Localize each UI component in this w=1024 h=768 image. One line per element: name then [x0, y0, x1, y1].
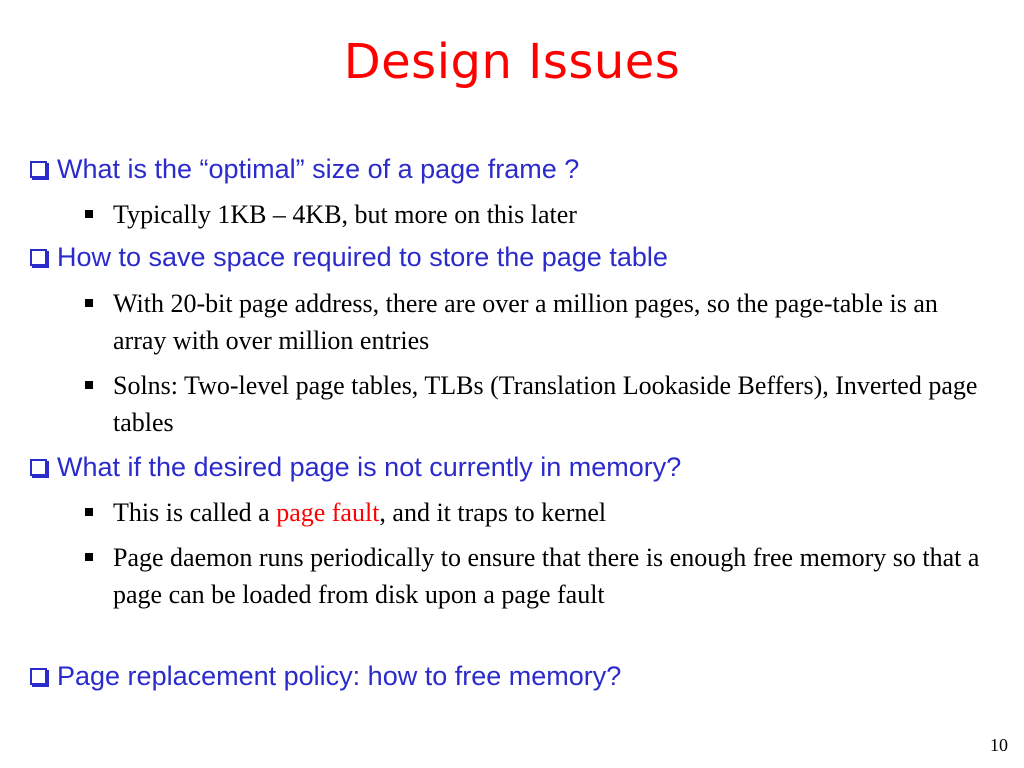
sub-bullet-text-before: This is called a	[113, 498, 277, 527]
square-bullet-icon	[85, 553, 93, 561]
square-bullet-icon	[85, 381, 93, 389]
sub-bullet-text: With 20-bit page address, there are over a million pages, so the page-table is an array with over million entries	[113, 289, 938, 355]
sub-bullet-item	[113, 367, 993, 441]
bullet-item	[30, 450, 681, 484]
sub-bullet-item	[113, 494, 993, 531]
sub-bullet-text: Page daemon runs periodically to ensure that there is enough free memory so that a page can be loaded from disk upon a page fault	[113, 543, 980, 609]
page-number: 10	[990, 735, 1008, 755]
square-bullet-icon	[85, 508, 93, 516]
square-bullet-icon	[85, 299, 93, 307]
sub-bullet-item	[113, 539, 993, 613]
sub-bullet-text: Solns: Two-level page tables, TLBs (Translation Lookaside Beffers), Inverted page tables	[113, 371, 978, 437]
checkbox-bullet-icon	[30, 249, 47, 266]
checkbox-bullet-icon	[30, 161, 47, 178]
sub-bullet-item	[113, 196, 993, 233]
square-bullet-icon	[85, 210, 93, 218]
sub-bullet-text: Typically 1KB – 4KB, but more on this later	[113, 200, 577, 229]
bullet-text: How to save space required to store the page table	[57, 242, 668, 272]
bullet-item	[30, 659, 621, 693]
sub-bullet-text-after: , and it traps to kernel	[379, 498, 607, 527]
sub-bullet-item	[113, 285, 993, 359]
bullet-text: What if the desired page is not currently in memory?	[57, 452, 682, 482]
slide-title: Design Issues	[343, 34, 681, 90]
bullet-text: Page replacement policy: how to free memory?	[57, 661, 622, 691]
bullet-item	[30, 152, 579, 186]
checkbox-bullet-icon	[30, 459, 47, 476]
bullet-text: What is the “optimal” size of a page frame ?	[57, 154, 580, 184]
bullet-item	[30, 240, 668, 274]
page-fault-highlight: page fault	[276, 498, 380, 527]
checkbox-bullet-icon	[30, 668, 47, 685]
